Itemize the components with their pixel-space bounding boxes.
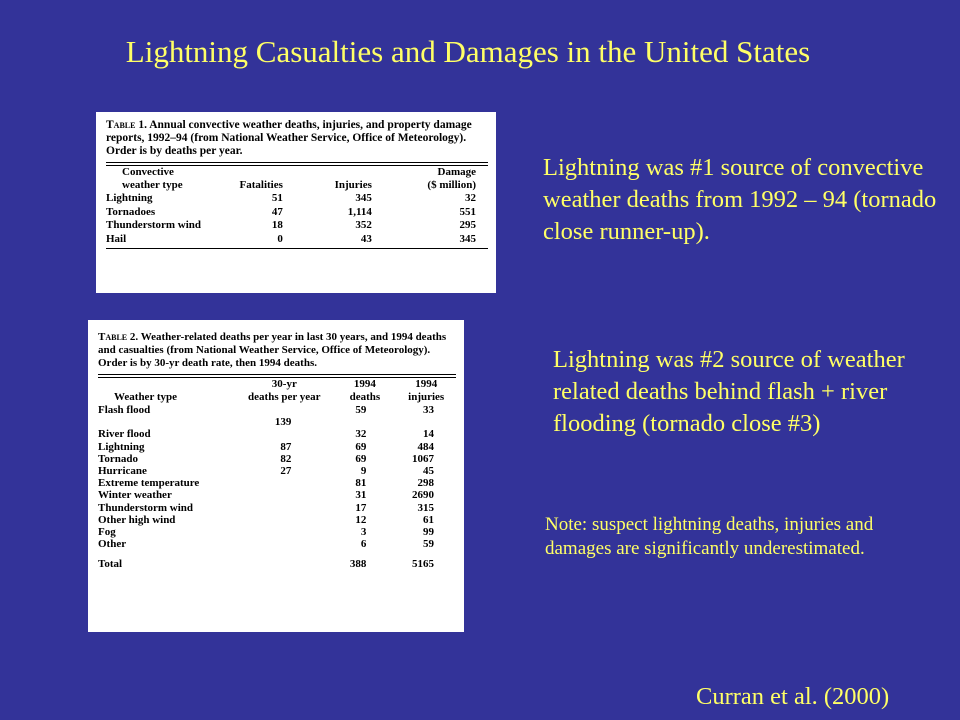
table-2-cell-deaths: 69: [355, 440, 367, 453]
table-2-cell-deaths: 3: [360, 526, 367, 539]
slide-title: Lightning Casualties and Damages in the United States: [125, 34, 811, 69]
table-2-cell-rate: [235, 489, 333, 501]
table-2-cell-type: Fog: [98, 526, 116, 539]
table-2-cell-rate: [235, 514, 333, 526]
table-1-cell-fatalities: 18: [271, 219, 283, 231]
table-2-cell-rate: [235, 526, 333, 538]
table-2-cell-rate: [235, 538, 333, 550]
table-1-row: [106, 219, 488, 233]
table-2-row: [98, 465, 456, 477]
table-1-cell-damage: 551: [459, 205, 476, 218]
table-2-row: [98, 489, 456, 501]
table-2-header-injuries: 1994 injuries: [408, 378, 445, 403]
table-1-cell-injuries: 352: [355, 219, 372, 231]
table-2-total-injuries: 5165: [412, 558, 434, 571]
table-1-image: [96, 112, 496, 293]
table-1-cell-damage: 345: [459, 232, 476, 245]
table-2-cell-injuries: 61: [423, 513, 434, 526]
table-1-row: [106, 192, 488, 206]
table-2-image: [88, 320, 464, 632]
table-2-cell-injuries: 33: [423, 404, 434, 416]
table-2-cell-deaths: 32: [355, 428, 367, 441]
note-text: Note: suspect lightning deaths, injuries and damages are significantly underestimated.: [545, 514, 874, 559]
table-2-row: [98, 404, 456, 416]
table-1-cell-type: Thunderstorm wind: [106, 219, 202, 231]
table-2-row: [98, 502, 456, 514]
table-1-row: [106, 233, 488, 247]
point-1-text: Lightning was #1 source of convective weather deaths from 1992 – 94 (tornado close runner-up).: [543, 154, 937, 245]
table-2-cell-rate: 87: [280, 440, 292, 453]
table-2-cell-deaths: 17: [355, 501, 367, 514]
table-2-cell-injuries: 484: [417, 440, 434, 453]
table-2-header-deaths: 1994 deaths: [349, 378, 381, 403]
table-2-row: [98, 477, 456, 489]
table-1-bottom-rule: [106, 248, 488, 249]
table-2-cell-deaths: 69: [355, 452, 367, 465]
table-2-cell-deaths: 59: [355, 404, 367, 416]
table-2-row: [98, 526, 456, 538]
table-2-cell-deaths: [333, 416, 396, 428]
table-2-caption: [98, 331, 456, 370]
table-2-cell-injuries: 99: [423, 526, 434, 539]
table-2-row: [98, 416, 456, 428]
table-2-row: [98, 428, 456, 440]
table-2-cell-rate: [235, 404, 333, 416]
table-2-cell-injuries: 2690: [412, 489, 434, 502]
table-2-header-rate: 30-yr deaths per year: [248, 378, 321, 403]
table-2-row: [98, 514, 456, 526]
table-2-row: [98, 538, 456, 550]
table-1-header-type: Convective weather type: [122, 166, 183, 191]
table-2-cell-type: Thunderstorm wind: [98, 501, 194, 514]
table-2-total-row: [98, 550, 456, 570]
table-2-cell-injuries: 59: [423, 538, 434, 551]
table-2-cell-injuries: 1067: [412, 452, 434, 465]
table-1-caption-text: Annual convective weather deaths, injuries, and property damage reports, 1992–94 (from National Weather Service, Office of Meteorology). Order is by deaths per year.: [106, 119, 472, 157]
table-2-cell-type: Tornado: [98, 452, 138, 465]
table-2-cell-deaths: 6: [360, 538, 367, 551]
table-1-cell-fatalities: 0: [277, 232, 283, 245]
table-2: [98, 378, 456, 571]
table-2-cell-rate: 82: [280, 452, 292, 465]
table-1-cell-injuries: 345: [355, 192, 372, 204]
table-2-cell-type: Other high wind: [98, 513, 176, 526]
table-2-total-deaths: 388: [349, 558, 367, 571]
table-1: [106, 166, 488, 246]
table-1-header-damage: Damage ($ million): [427, 166, 476, 191]
table-2-cell-type: Extreme temperature: [98, 477, 200, 490]
table-2-cell-deaths: 31: [355, 489, 367, 502]
table-1-cell-damage: 32: [465, 192, 476, 204]
citation-text: Curran et al. (2000): [696, 683, 890, 710]
table-2-cell-injuries: 298: [417, 477, 434, 490]
table-2-cell-type: River flood: [98, 428, 151, 441]
table-1-name: Table 1.: [106, 119, 147, 131]
table-1-cell-injuries: 1,114: [347, 205, 372, 218]
table-2-header-type: Weather type: [114, 391, 178, 403]
table-2-cell-deaths: 12: [355, 513, 367, 526]
table-1-header-fatalities: Fatalities: [239, 179, 283, 191]
table-2-row: [98, 441, 456, 453]
table-1-cell-type: Lightning: [106, 192, 153, 204]
point-2-text: Lightning was #2 source of weather related deaths behind flash + river flooding (tornado close #3): [553, 346, 905, 437]
table-2-cell-rate: [235, 502, 333, 514]
table-2-cell-type: Winter weather: [98, 489, 172, 502]
table-2-cell-rate: 27: [280, 465, 292, 478]
table-2-cell-injuries: 45: [423, 465, 434, 478]
table-2-cell-type: Other: [98, 538, 127, 551]
table-2-cell-injuries: 315: [417, 501, 434, 514]
table-2-cell-rate: [235, 477, 333, 489]
table-1-header-injuries: Injuries: [334, 179, 372, 191]
table-2-cell-type: [98, 416, 235, 428]
table-1-cell-fatalities: 47: [271, 205, 283, 218]
table-2-cell-injuries: [396, 416, 456, 428]
table-1-row: [106, 206, 488, 220]
table-1-cell-damage: 295: [459, 219, 476, 231]
table-2-cell-rate: 139: [274, 416, 292, 429]
table-1-cell-injuries: 43: [360, 232, 372, 245]
table-2-cell-type: Lightning: [98, 440, 145, 453]
table-2-cell-deaths: 81: [355, 477, 367, 490]
table-2-caption-text: Weather-related deaths per year in last 30 years, and 1994 deaths and casualties (from National Weather Service, Office of Meteorology). Order is by 30-yr death rate, then 1994 deaths.: [98, 331, 447, 369]
table-1-cell-type: Hail: [106, 232, 127, 245]
table-2-cell-rate: [235, 428, 333, 440]
table-2-row: [98, 453, 456, 465]
table-2-name: Table 2.: [98, 331, 139, 343]
table-1-cell-type: Tornadoes: [106, 205, 156, 218]
table-2-cell-type: Flash flood: [98, 404, 151, 416]
table-1-caption: [106, 119, 488, 158]
table-1-cell-fatalities: 51: [271, 192, 283, 204]
table-2-cell-type: Hurricane: [98, 465, 147, 478]
table-2-total-label: Total: [98, 558, 123, 571]
table-2-cell-deaths: 9: [360, 465, 367, 478]
table-2-cell-injuries: 14: [423, 428, 434, 441]
